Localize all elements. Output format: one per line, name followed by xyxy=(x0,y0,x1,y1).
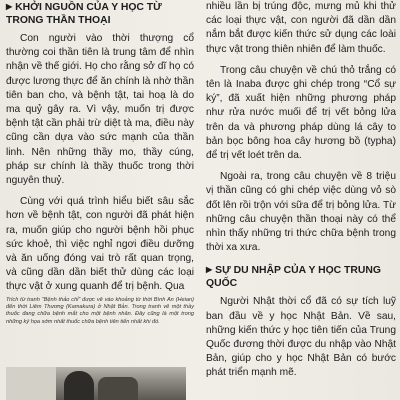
image-caption: Trích từ tranh “Bệnh thảo chỉ” được vẽ vào khoảng từ thời Bình An (Heian) đến thời Liêm Thương (Kamakura) ở Nhật Bản. Trong tranh vẽ một thầy thuốc đang chữa bệnh mắt cho một bệnh nhân. Đây cũng là một trong những ký họa sớm nhất thuốc chữa bệnh tiên tiến nhất khi đó. xyxy=(6,296,194,325)
paragraph: Trong câu chuyện về chú thỏ trắng có tên là Inaba được ghi chép trong “Cổ sự ký”, đã xuất hiện những phương pháp như rửa nước muối để trị vết bỏng lửa trên da và phương pháp dùng lá cây to bản bọc bông hoa cây hương bồ (typha) để trị vết loét trên da. xyxy=(206,64,396,162)
triangle-bullet-icon: ▶ xyxy=(6,2,13,11)
right-column xyxy=(206,0,396,381)
triangle-bullet-icon: ▶ xyxy=(206,265,213,275)
section-heading-origins xyxy=(6,0,194,27)
paragraph: Ngoài ra, trong câu chuyện về 8 triệu vị thần cũng có ghi chép việc dùng vỏ sò đốt lên rồi trộn với sữa để trị bỏng lửa. Từ những câu chuyện thần thoại này có thể nhìn thấy những tri thức chữa bệnh trong thời xa xưa. xyxy=(206,171,396,254)
section-heading-chinese-medicine xyxy=(206,263,396,290)
paragraph: nhiều lần bị trúng độc, mưng mủ khi thử các loại thực vật, con người đã dần dần nắm bắt được kiến thức sử dụng các loài thực vật trong thiên nhiên để làm thuốc. xyxy=(206,1,396,55)
section-heading-origins-text: KHỞI NGUỒN CỦA Y HỌC TỪ TRONG THẦN THOẠI xyxy=(6,2,162,26)
historical-painting-image xyxy=(6,367,186,400)
paragraph: Cùng với quá trình hiểu biết sâu sắc hơn về bệnh tật, con người đã phát hiện ra, muốn giúp cho người bệnh hồi phục sức khoẻ, thì việc nghỉ ngơi điều dưỡng và ăn uống đóng vai trò rất quan trọng, và cũng dần dần biết thử dùng các loại thực vật ở xung quanh để trị bệnh. Qua xyxy=(6,196,194,293)
left-column xyxy=(6,0,194,326)
paragraph: Con người vào thời thượng cổ thường coi thần tiên là trung tâm để nhìn nhận về thế giới. Họ cho rằng sở dĩ họ có được lương thực để ăn chính là nhờ thần tiên ban cho, và bệnh tật, tai hoạ là do ma quỷ gây ra. Vì vậy, muốn trị được bệnh tật cần phải trừ diệt tà ma, điều này cũng cần dựa vào sức mạnh của thần linh. Nên những thầy mo, thầy cúng, pháp sư chính là thầy thuốc trong thời nguyên thuỷ. xyxy=(6,33,194,187)
paragraph: Người Nhật thời cổ đã có sự tích luỹ ban đầu về y học Nhật Bản. Về sau, những kiến thức y học tiên tiến của Trung Quốc đương thời được du nhập vào Nhật Bản, giúp cho y học Nhật Bản có bước phát triển mạnh mẽ. xyxy=(206,296,396,379)
section-heading-chinese-medicine-text: SỰ DU NHẬP CỦA Y HỌC TRUNG QUỐC xyxy=(206,265,381,290)
